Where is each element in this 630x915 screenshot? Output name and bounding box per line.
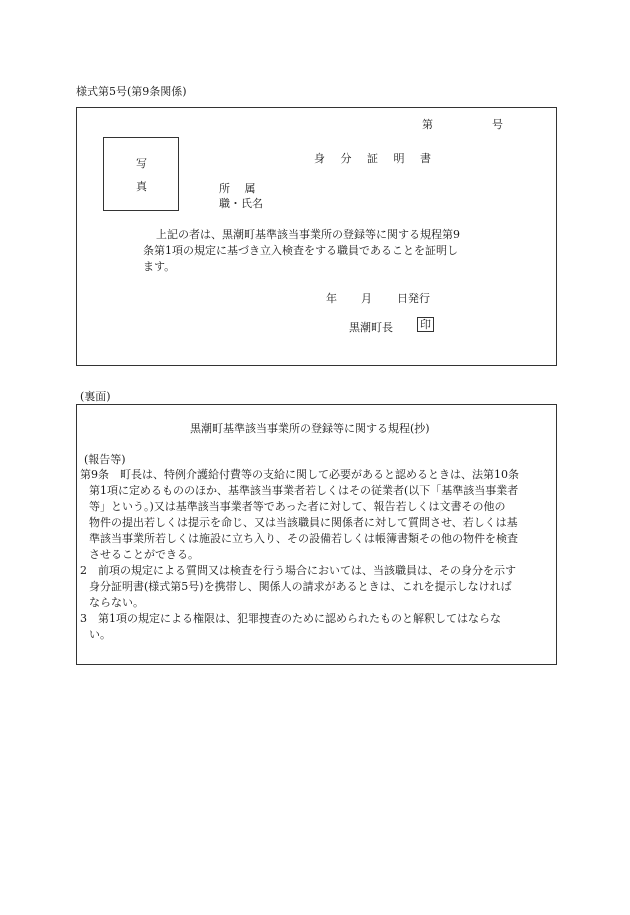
regulation-title: 黒潮町基準該当事業所の登録等に関する規程(抄) bbox=[190, 422, 430, 435]
paragraph-3-line-1: 3 第1項の規定による権限は、犯罪捜査のために認められたものと解釈してはならな bbox=[80, 612, 501, 625]
date-month: 月 bbox=[361, 292, 372, 305]
number-suffix: 号 bbox=[492, 118, 503, 131]
id-card-title: 身 分 証 明 書 bbox=[314, 152, 437, 165]
date-issued: 日発行 bbox=[397, 292, 430, 305]
seal-mark bbox=[417, 317, 434, 332]
seal-label: 印 bbox=[417, 317, 434, 332]
photo-label-1: 写 bbox=[136, 157, 147, 170]
issuer: 黒潮町長 bbox=[349, 321, 393, 334]
paragraph-2-line-1: 2 前項の規定による質問又は検査を行う場合においては、当該職員は、その身分を示す bbox=[80, 564, 516, 577]
article-line-6: させることができる。 bbox=[89, 548, 199, 561]
photo-placeholder bbox=[103, 137, 179, 211]
form-label: 様式第5号(第9条関係) bbox=[76, 85, 187, 98]
certification-line-1: 上記の者は、黒潮町基準該当事業所の登録等に関する規程第9 bbox=[156, 228, 460, 241]
paragraph-2-line-3: ならない。 bbox=[89, 596, 144, 609]
date-year: 年 bbox=[326, 292, 337, 305]
photo-label-2: 真 bbox=[136, 180, 147, 193]
article-line-5: 準該当事業所若しくは施設に立ち入り、その設備若しくは帳簿書類その他の物件を検査 bbox=[89, 532, 518, 545]
certification-line-3: ます。 bbox=[143, 260, 176, 273]
paragraph-2-line-2: 身分証明書(様式第5号)を携帯し、関係人の請求があるときは、これを提示しなければ bbox=[89, 580, 512, 593]
number-prefix: 第 bbox=[422, 118, 433, 131]
article-line-4: 物件の提出若しくは提示を命じ、又は当該職員に関係者に対して質問させ、若しくは基 bbox=[89, 516, 518, 529]
name-label: 職・氏名 bbox=[219, 197, 263, 210]
article-line-2: 第1項に定めるもののほか、基準該当事業者若しくはその従業者(以下「基準該当事業者 bbox=[89, 484, 519, 497]
back-label: (裏面) bbox=[80, 390, 111, 403]
article-line-1: 第9条 町長は、特例介護給付費等の支給に関して必要があると認めるときは、法第10条 bbox=[80, 468, 519, 481]
section-caption: (報告等) bbox=[84, 453, 126, 466]
certification-line-2: 条第1項の規定に基づき立入検査をする職員であることを証明し bbox=[143, 244, 458, 257]
affiliation-label: 所 属 bbox=[219, 182, 256, 195]
paragraph-3-line-2: い。 bbox=[89, 628, 111, 641]
article-line-3: 等」という。)又は基準該当事業者等であった者に対して、報告若しくは文書その他の bbox=[89, 500, 506, 513]
